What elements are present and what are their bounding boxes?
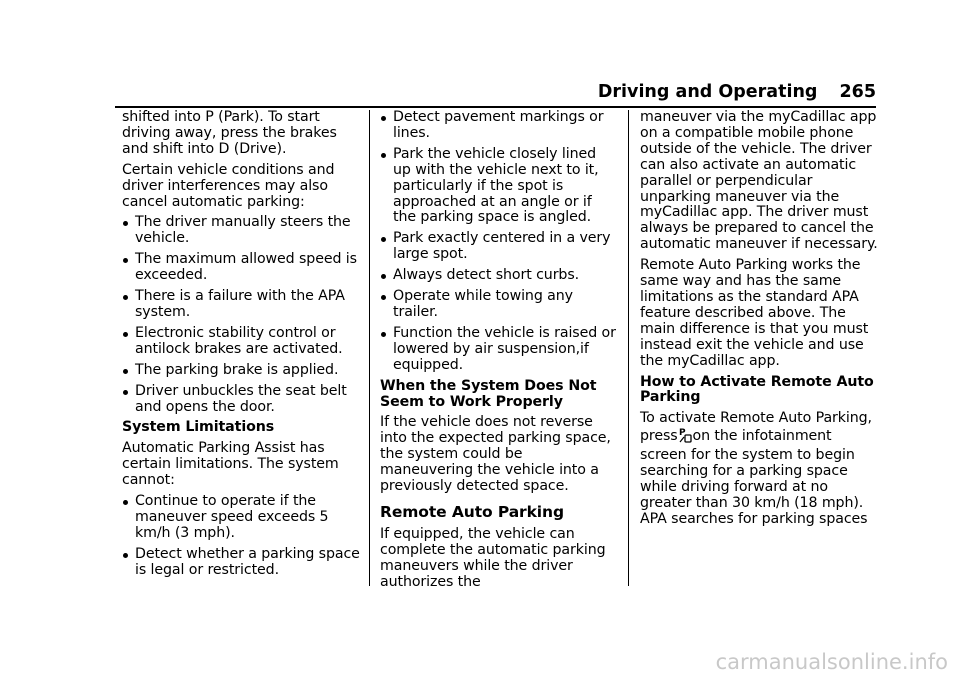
subheading: System Limitations [122, 419, 275, 436]
bullet-list [122, 215, 362, 415]
paragraph: Remote Auto Parking works the same way and has the same limitations as the standard APA feature described above. The main difference is that you must instead exit the vehicle and use the myCadillac app. [640, 257, 869, 369]
list-item: Driver unbuckles the seat belt and opens the door. [122, 384, 362, 416]
paragraph: If equipped, the vehicle can complete the automatic parking maneuvers while the driver authorizes the [380, 525, 606, 590]
park-assist-icon [679, 427, 692, 448]
list-item: The driver manually steers the vehicle. [122, 215, 362, 247]
page-header [560, 82, 876, 102]
subheading: When the System Does Not Seem to Work Properly [380, 377, 597, 410]
list-item: The parking brake is applied. [122, 363, 362, 379]
paragraph-text: To activate Remote Auto Parking, press [640, 410, 872, 445]
paragraph: maneuver via the myCadillac app on a compatible mobile phone outside of the vehicle. The driver can also activate an automatic parallel or perpendicular unparking maneuver via the myCadillac app. The driver must always be prepared to cancel the automatic maneuver if necessary. [640, 109, 878, 253]
section-title: Driving and Operating [597, 82, 818, 102]
list-item: Detect whether a parking space is legal or restricted. [122, 547, 362, 579]
bullet-list [380, 110, 616, 374]
paragraph: Automatic Parking Assist has certain limitations. The system cannot: [122, 440, 339, 489]
column-divider [369, 110, 370, 586]
bullet-list [122, 494, 362, 579]
list-item: Function the vehicle is raised or lowered by air suspension,if equipped. [380, 326, 616, 374]
list-item: The maximum allowed speed is exceeded. [122, 252, 362, 284]
header-rule [115, 106, 876, 108]
page-number: 265 [839, 82, 876, 102]
column-3 [640, 110, 880, 533]
section-heading: Remote Auto Parking [380, 502, 564, 521]
list-item: Continue to operate if the maneuver speed exceeds 5 km/h (3 mph). [122, 494, 362, 542]
paragraph: Certain vehicle conditions and driver interferences may also cancel automatic parking: [122, 161, 335, 210]
list-item: There is a failure with the APA system. [122, 289, 362, 321]
list-item: Always detect short curbs. [380, 268, 616, 284]
column-2 [380, 110, 616, 596]
column-1 [122, 110, 362, 584]
list-item: Detect pavement markings or lines. [380, 110, 616, 142]
watermark: carmanualsonline.info [715, 650, 948, 674]
paragraph-text: on the infotainment screen for the system to begin searching for a parking space while driving forward at no greater than 30 km/h (18 mph). APA searches for parking spaces [640, 428, 868, 527]
list-item: Operate while towing any trailer. [380, 289, 616, 321]
column-divider [628, 110, 629, 586]
svg-text:P: P [678, 428, 686, 439]
list-item: Park the vehicle closely lined up with the vehicle next to it, particularly if the spot is approached at an angle or if the parking space is angled. [380, 147, 616, 227]
subheading: How to Activate Remote Auto Parking [640, 373, 874, 406]
list-item: Park exactly centered in a very large spot. [380, 231, 616, 263]
paragraph: If the vehicle does not reverse into the expected parking space, the system could be maneuvering the vehicle into a previously detected space. [380, 414, 611, 495]
list-item: Electronic stability control or antilock brakes are activated. [122, 326, 362, 358]
paragraph [640, 411, 880, 527]
paragraph: shifted into P (Park). To start driving away, press the brakes and shift into D (Drive). [122, 109, 337, 157]
